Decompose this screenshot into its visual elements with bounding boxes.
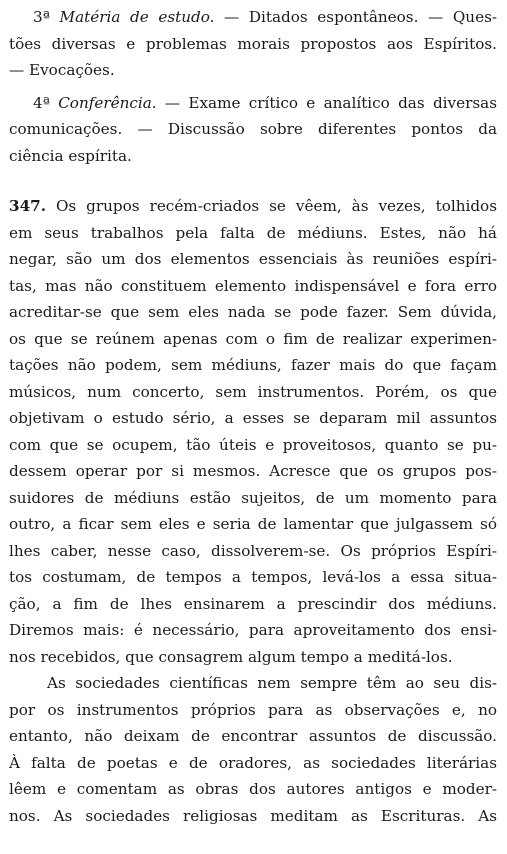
spacer [9, 169, 497, 193]
study-item-4-line-2: comunicações. — Discussão sobre diferentes pontos da [9, 120, 497, 138]
document-page [9, 0, 497, 829]
section-347-line: tações não podem, sem médiuns, fazer mais do que façam [9, 356, 497, 374]
study-item-3-line-2: tões diversas e problemas morais propostos aos Espíritos. [9, 34, 497, 53]
paragraph-2-line: nos. As sociedades religiosas meditam as Escrituras. As [9, 806, 497, 825]
paragraph-2-line: lêem e comentam as obras dos autores antigos e moder- [9, 780, 497, 798]
section-347-line: os que se reúnem apenas com o fim de realizar experimen- [9, 329, 497, 348]
item-title: Conferência. [58, 93, 157, 112]
study-item-3 [9, 4, 497, 84]
item-number: 3ª [33, 8, 50, 26]
section-347-line: lhes caber, nesse caso, dissolverem-se. Os próprios Espíri- [9, 541, 497, 560]
section-347-line: em seus trabalhos pela falta de médiuns. Estes, não há [9, 223, 497, 242]
section-347-line: outro, a ficar sem eles e seria de lamentar que julgassem só [9, 515, 497, 533]
section-text: Os grupos recém-criados se vêem, às vezes, tolhidos [46, 197, 497, 215]
section-347 [9, 193, 497, 829]
paragraph-2-line: entanto, não deixam de encontrar assuntos de discussão. [9, 727, 497, 745]
section-347-line-1 [9, 193, 497, 220]
section-347-line: músicos, num concerto, sem instrumentos. Porém, os que [9, 382, 497, 401]
study-item-4-line-1 [9, 90, 497, 117]
study-item-4-line-3: ciência espírita. [9, 146, 132, 165]
paragraph-2-line: As sociedades científicas nem sempre têm ao seu dis- [47, 674, 497, 692]
section-347-line: tos costumam, de tempos a tempos, levá-los a essa situa- [9, 568, 497, 586]
section-347-line: nos recebidos, que consagrem algum tempo a meditá-los. [9, 647, 453, 666]
study-item-3-line-1 [9, 4, 497, 31]
item-title: Matéria de estudo. [59, 8, 215, 26]
item-number: 4ª [33, 93, 50, 112]
section-347-line: Diremos mais: é necessário, para aproveitamento dos ensi- [9, 621, 497, 639]
section-number: 347. [9, 197, 46, 215]
item-text: — Ditados espontâneos. — Ques- [214, 8, 497, 26]
study-item-3-line-3: — Evocações. [9, 61, 115, 79]
section-347-line: acreditar-se que sem eles nada se pode fazer. Sem dúvida, [9, 303, 497, 321]
item-text: — Exame crítico e analítico das diversas [156, 93, 497, 112]
paragraph-2-line: À falta de poetas e de oradores, as sociedades literárias [9, 753, 497, 772]
study-item-4 [9, 90, 497, 170]
section-347-line: dessem operar por si mesmos. Acresce que os grupos pos- [9, 462, 497, 480]
section-347-line: objetivam o estudo sério, a esses se deparam mil assuntos [9, 409, 497, 427]
section-347-line: negar, são um dos elementos essenciais às reuniões espíri- [9, 250, 497, 268]
section-347-line: com que se ocupem, tão úteis e proveitosos, quanto se pu- [9, 435, 497, 454]
section-347-line: tas, mas não constituem elemento indispensável e fora erro [9, 276, 497, 295]
paragraph-2-line: por os instrumentos próprios para as observações e, no [9, 700, 497, 719]
section-347-line: ção, a fim de lhes ensinarem a prescindir dos médiuns. [9, 594, 497, 613]
section-347-line: suidores de médiuns estão sujeitos, de um momento para [9, 488, 497, 507]
